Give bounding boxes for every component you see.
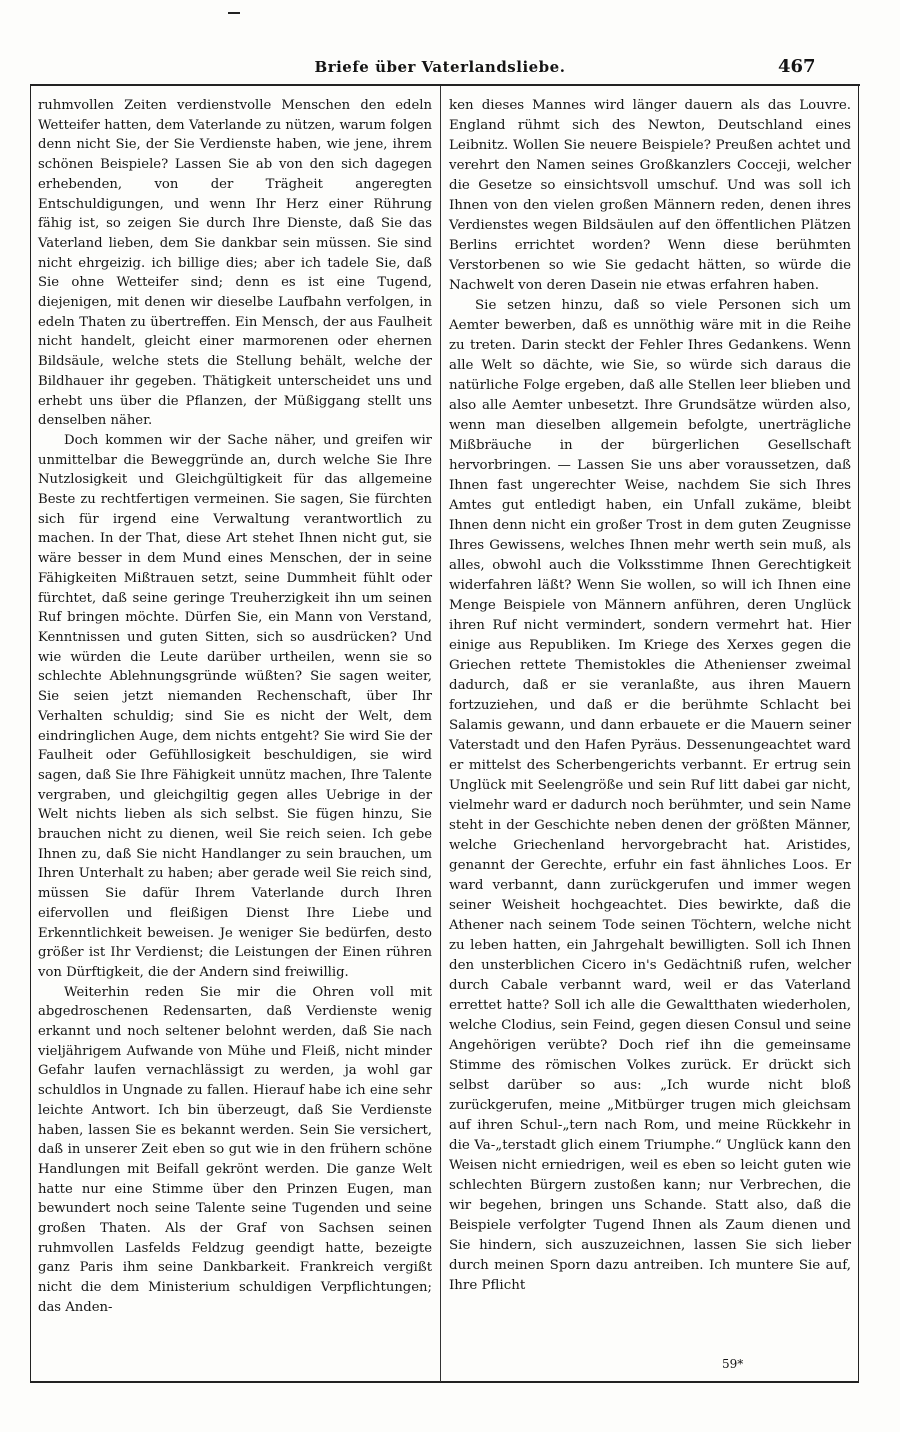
paragraph: ken dieses Mannes wird länger dauern als das Louvre. England rühmt sich des Newton, Deutschland eines Leibnitz. Wollen Sie neuere Beispiele? Preußen achtet und verehrt den Namen seines Großkanzlers Cocceji, welcher die Gesetze so einsichtsvoll umschuf. Und was soll ich Ihnen von den vielen großen Männern reden, denen ihres Verdienstes wegen Bildsäulen auf den öffentlichen Plätzen Berlins errichtet worden? Wenn diese berühmten Verstorbenen so wie Sie gedacht hätten, so würde die Nachwelt von deren Dasein nie etwas erfahren haben. xyxy=(449,98,851,293)
running-title: Briefe über Vaterlandsliebe. xyxy=(314,58,566,76)
frame-right-border xyxy=(858,86,859,1382)
paragraph: Doch kommen wir der Sache näher, und greifen wir unmittelbar die Beweggründe an, durch welche Sie Ihre Nutzlosigkeit und Gleichgültigkeit für das allgemeine Beste zu rechtfertigen vermeinen. Sie sagen, Sie fürchten sich für irgend eine Verwaltung verantwortlich zu machen. In der That, diese Art stehet Ihnen nicht gut, sie wäre besser in dem Mund eines Menschen, der in seine Fähigkeiten Mißtrauen setzt, seine Dummheit fühlt oder fürchtet, daß seine geringe Treuherzigkeit ihn um seinen Ruf bringen möchte. Dürfen Sie, ein Mann von Verstand, Kenntnissen und guten Sitten, sich so ausdrücken? Und wie würden die Leute darüber urtheilen, wenn sie so schlechte Ablehnungsgründe wüßten? Sie sagen weiter, Sie seien jetzt niemanden Rechenschaft, über Ihr Verhalten schuldig; sind Sie es nicht der Welt, dem eindringlichen Auge, dem nichts entgeht? Sie wird Sie der Faulheit oder Gefühllosigkeit beschuldigen, sie wird sagen, daß Sie Ihre Fähigkeit unnütz machen, Ihre Talente vergraben, und gleichgiltig gegen alles Uebrige in der Welt nichts lieben als sich selbst. Sie fügen hinzu, Sie brauchen nicht zu dienen, weil Sie reich seien. Ich gebe Ihnen zu, daß Sie nicht Handlanger zu sein brauchen, um Ihren Unterhalt zu haben; aber gerade weil Sie reich sind, müssen Sie dafür Ihrem Vaterlande durch Ihren eifervollen und fleißigen Dienst Ihre Liebe und Erkenntlichkeit beweisen. Je weniger Sie bedürfen, desto größer ist Ihr Verdienst; die Leistungen der Einen rühren von Dürftigkeit, die der Andern sind freiwillig. xyxy=(38,432,432,980)
column-divider xyxy=(440,86,441,1382)
printer-mark xyxy=(228,12,240,14)
paragraph: Sie setzen hinzu, daß so viele Personen sich um Aemter bewerben, daß es unnöthig wäre mit in die Reihe zu treten. Darin steckt der Fehler Ihres Gedankens. Wenn alle Welt so dächte, wie Sie, so würde sich daraus die natürliche Folge ergeben, daß alle Stellen leer blieben und also alle Aemter unbesetzt. Ihre Grundsätze würden also, wenn man dieselben allgemein befolgte, unerträgliche Mißbräuche in der bürgerlichen Gesellschaft hervorbringen. — Lassen Sie uns aber voraussetzen, daß Ihnen fast ungerechter Weise, nachdem Sie sich Ihres Amtes gut entledigt haben, ein Unfall zukäme, bleibt Ihnen denn nicht ein großer Trost in dem guten Zeugnisse Ihres Gewissens, welches Ihnen mehr werth sein muß, als alles, obwohl auch die Volksstimme Ihnen Gerechtigkeit widerfahren läßt? Wenn Sie wollen, so will ich Ihnen eine Menge Beispiele von Männern anführen, deren Unglück ihren Ruf nicht vermindert, sondern vermehrt hat. Hier einige aus Republiken. Im Kriege des Xerxes gegen die Griechen rettete Themistokles die Athenienser zweimal dadurch, daß er sie veranlaßte, aus ihren Mauern fortzuziehen, und daß er die berühmte Schlacht bei Salamis gewann, und dann erbauete er die Mauern seiner Vaterstadt und den Hafen Pyräus. Dessenungeachtet ward er mittelst des Scherbengerichts verbannt. Er ertrug sein Unglück mit Seelengröße und sein Ruf litt dabei gar nicht, vielmehr ward er dadurch noch berühmter, und sein Name steht in der Geschichte neben denen der größten Männer, welche Griechenland hervorgebracht hat. Aristides, genannt der Gerechte, erfuhr ein fast ähnliches Loos. Er ward verbannt, dann zurückgerufen und immer wegen seiner Weisheit hochgeachtet. Dies bewirkte, daß die Athener nach seinem Tode seinen Töchtern, welche nicht zu leben hatten, ein Jahrgehalt bewilligten. Soll ich Ihnen den unsterblichen Cicero in's Gedächtniß rufen, welcher durch Cabale verbannt ward, weil er das Vaterland errettet hatte? Soll ich alle die Gewaltthaten wiederholen, welche Clodius, sein Feind, gegen diesen Consul und seine Angehörigen verübte? Doch rief ihn die gemeinsame Stimme des römischen Volkes zurück. Er drückt sich selbst darüber so aus: „Ich wurde nicht bloß zurückgerufen, meine „Mitbürger trugen mich gleichsam auf ihren Schul-„tern nach Rom, und meine Rückkehr in die Va-„terstadt glich einem Triumphe.“ Unglück kann den Weisen nicht erniedrigen, weil es eben so leicht guten wie schlechten Bürgern zustoßen kann; nur Verbrechen, die wir begehen, bringen uns Schande. Statt also, daß die Beispiele verfolgter Tugend Ihnen als Zaum dienen und Sie hindern, sich auszuzeichnen, lassen Sie sich lieber durch meinen Sporn dazu antreiben. Ich muntere Sie auf, Ihre Pflicht xyxy=(449,298,851,1293)
right-column xyxy=(449,96,851,1296)
page-number: 467 xyxy=(778,56,816,77)
paragraph: ruhmvollen Zeiten verdienstvolle Menschen den edeln Wetteifer hatten, dem Vaterlande zu nützen, warum folgen denn nicht Sie, der Sie Verdienste haben, wie jene, ihrem schönen Beispiele? Lassen Sie ab von den sich dagegen erhebenden, von der Trägheit angeregten Entschuldigungen, und wenn Ihr Herz einer Rührung fähig ist, so zeigen Sie durch Ihre Dienste, daß Sie das Vaterland lieben, dem Sie dankbar sein müssen. Sie sind nicht ehrgeizig. ich billige dies; aber ich tadele Sie, daß Sie ohne Wetteifer sind; denn es ist eine Tugend, diejenigen, mit denen wir dieselbe Laufbahn verfolgen, in edeln Thaten zu übertreffen. Ein Mensch, der aus Faulheit nicht handelt, gleicht einer marmorenen oder ehernen Bildsäule, welche stets die Stellung behält, welche der Bildhauer ihr gegeben. Thätigkeit unterscheidet uns und erhebt uns über die Pflanzen, der Müßiggang stellt uns denselben näher. xyxy=(38,98,432,429)
frame-bottom-border xyxy=(30,1381,859,1383)
signature-mark: 59* xyxy=(722,1357,744,1371)
left-column xyxy=(38,96,432,1318)
header-rule xyxy=(30,84,860,86)
frame-left-border xyxy=(30,86,31,1382)
paragraph: Weiterhin reden Sie mir die Ohren voll mit abgedroschenen Redensarten, daß Verdienste wenig erkannt und noch seltener belohnt werden, daß Sie nach vieljährigem Aufwande von Mühe und Fleiß, nicht minder Gefahr laufen vernachlässigt zu werden, ja wohl gar schuldlos in Ungnade zu fallen. Hierauf habe ich eine sehr leichte Antwort. Ich bin überzeugt, daß Sie Verdienste haben, lassen Sie es bekannt werden. Sein Sie versichert, daß in unserer Zeit eben so gut wie in den frühern schöne Handlungen mit Beifall gekrönt werden. Die ganze Welt hatte nur eine Stimme über den Prinzen Eugen, man bewundert noch seine Talente seine Tugenden und seine großen Thaten. Als der Graf von Sachsen seinen ruhmvollen Lasfelds Feldzug geendigt hatte, bezeigte ganz Paris ihm seine Dankbarkeit. Frankreich vergißt nicht die dem Ministerium schuldigen Verpflichtungen; das Anden- xyxy=(38,984,432,1315)
